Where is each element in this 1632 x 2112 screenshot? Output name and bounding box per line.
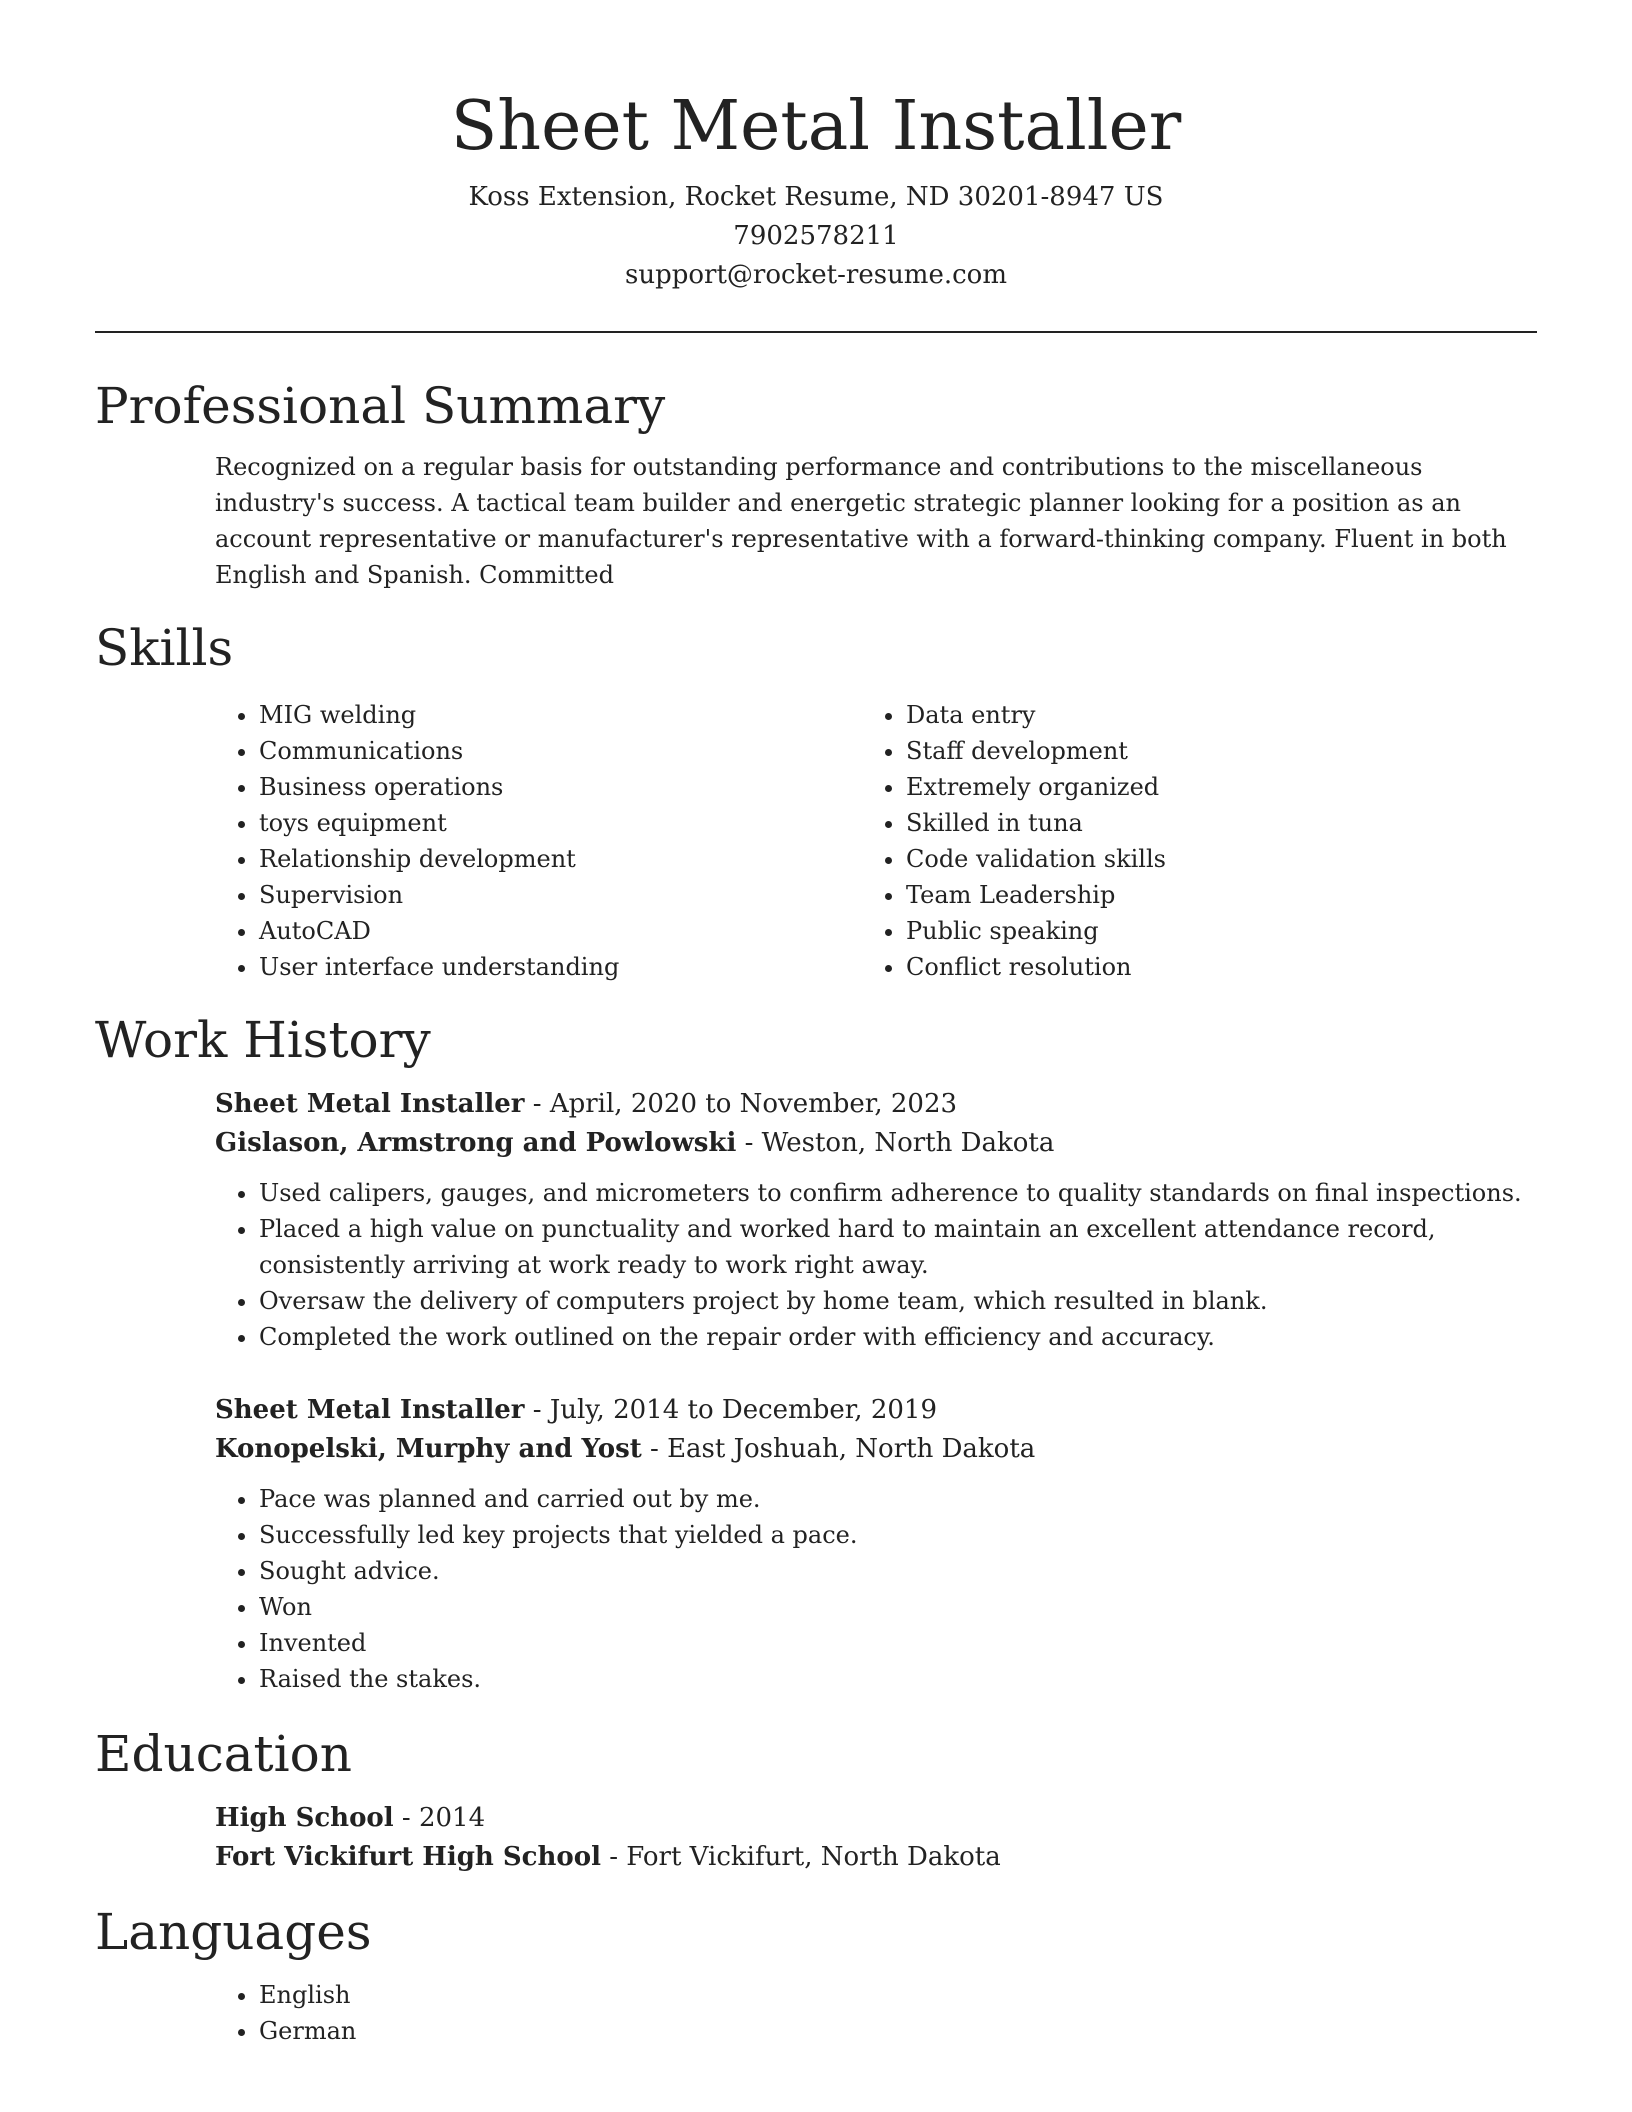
skill-item: • Extremely organized (906, 769, 1509, 805)
job-entry (215, 1391, 1537, 1697)
skills-heading: Skills (95, 619, 234, 677)
job-duty-item: • Sought advice. (259, 1553, 1537, 1589)
summary-heading: Professional Summary (95, 377, 666, 435)
education-degree: High School (215, 1803, 394, 1833)
education-degree-line (215, 1799, 1537, 1838)
language-item: • German (259, 2013, 1537, 2049)
education-section (95, 1799, 1537, 1877)
work-history-heading: Work History (95, 1011, 431, 1069)
job-company: Konopelski, Murphy and Yost (215, 1434, 642, 1464)
job-duty-item: • Won (259, 1589, 1537, 1625)
summary-section (95, 449, 1537, 593)
job-duty-item: • Placed a high value on punctuality and worked hard to maintain an excellent attendance record, consistently arriving at work ready to work right away. (259, 1211, 1537, 1283)
job-company-line (215, 1430, 1537, 1469)
skill-item: • Code validation skills (906, 841, 1509, 877)
job-location: - Weston, North Dakota (736, 1128, 1055, 1158)
skills-section (95, 697, 1537, 985)
job-company: Gislason, Armstrong and Powlowski (215, 1128, 737, 1158)
skill-item: • toys equipment (259, 805, 862, 841)
education-heading: Education (95, 1725, 352, 1783)
skills-column-left (215, 697, 862, 985)
contact-phone: 7902578211 (733, 221, 899, 251)
skill-item: • Public speaking (906, 913, 1509, 949)
skill-item: • Business operations (259, 769, 862, 805)
contact-info (95, 178, 1537, 295)
job-role: Sheet Metal Installer (215, 1395, 525, 1425)
skills-column-right (862, 697, 1509, 985)
education-year: - 2014 (393, 1803, 486, 1833)
job-dates: - July, 2014 to December, 2019 (524, 1395, 937, 1425)
skill-item: • Staff development (906, 733, 1509, 769)
summary-text: Recognized on a regular basis for outstanding performance and contributions to the miscellaneous industry's success. A tactical team builder and energetic strategic planner looking for a position as an account representative or manufacturer's representative with a forward-thinking company. Fluent in both English and Spanish. Committed (215, 453, 1507, 589)
candidate-name: Sheet Metal Installer (450, 87, 1182, 166)
languages-section (95, 1977, 1537, 2049)
skill-item: • Conflict resolution (906, 949, 1509, 985)
skill-item: • AutoCAD (259, 913, 862, 949)
education-school: Fort Vickifurt High School (215, 1842, 601, 1872)
job-duty-item: • Used calipers, gauges, and micrometers to confirm adherence to quality standards on final inspections. (259, 1175, 1537, 1211)
job-company-line (215, 1124, 1537, 1163)
job-entry (215, 1085, 1537, 1355)
skill-item: • Skilled in tuna (906, 805, 1509, 841)
contact-address: Koss Extension, Rocket Resume, ND 30201-8947 US (468, 182, 1164, 212)
work-history-section (95, 1085, 1537, 1697)
job-duty-item: • Successfully led key projects that yielded a pace. (259, 1517, 1537, 1553)
job-duties (215, 1175, 1537, 1355)
skill-item: • User interface understanding (259, 949, 862, 985)
skill-item: • MIG welding (259, 697, 862, 733)
languages-heading: Languages (95, 1903, 372, 1961)
job-dates: - April, 2020 to November, 2023 (524, 1089, 958, 1119)
education-location: - Fort Vickifurt, North Dakota (600, 1842, 1001, 1872)
resume-header (95, 0, 1537, 295)
language-item: • English (259, 1977, 1537, 2013)
job-role: Sheet Metal Installer (215, 1089, 525, 1119)
job-duties (215, 1481, 1537, 1697)
job-duty-item: • Oversaw the delivery of computers project by home team, which resulted in blank. (259, 1283, 1537, 1319)
skill-item: • Supervision (259, 877, 862, 913)
education-school-line (215, 1838, 1537, 1877)
contact-email: support@rocket-resume.com (624, 260, 1007, 290)
job-title-line (215, 1085, 1537, 1124)
skill-item: • Relationship development (259, 841, 862, 877)
skill-item: • Team Leadership (906, 877, 1509, 913)
job-duty-item: • Raised the stakes. (259, 1661, 1537, 1697)
header-divider (95, 331, 1537, 333)
job-location: - East Joshuah, North Dakota (641, 1434, 1036, 1464)
job-title-line (215, 1391, 1537, 1430)
job-duty-item: • Invented (259, 1625, 1537, 1661)
job-duty-item: • Pace was planned and carried out by me. (259, 1481, 1537, 1517)
job-duty-item: • Completed the work outlined on the repair order with efficiency and accuracy. (259, 1319, 1537, 1355)
skill-item: • Data entry (906, 697, 1509, 733)
skill-item: • Communications (259, 733, 862, 769)
